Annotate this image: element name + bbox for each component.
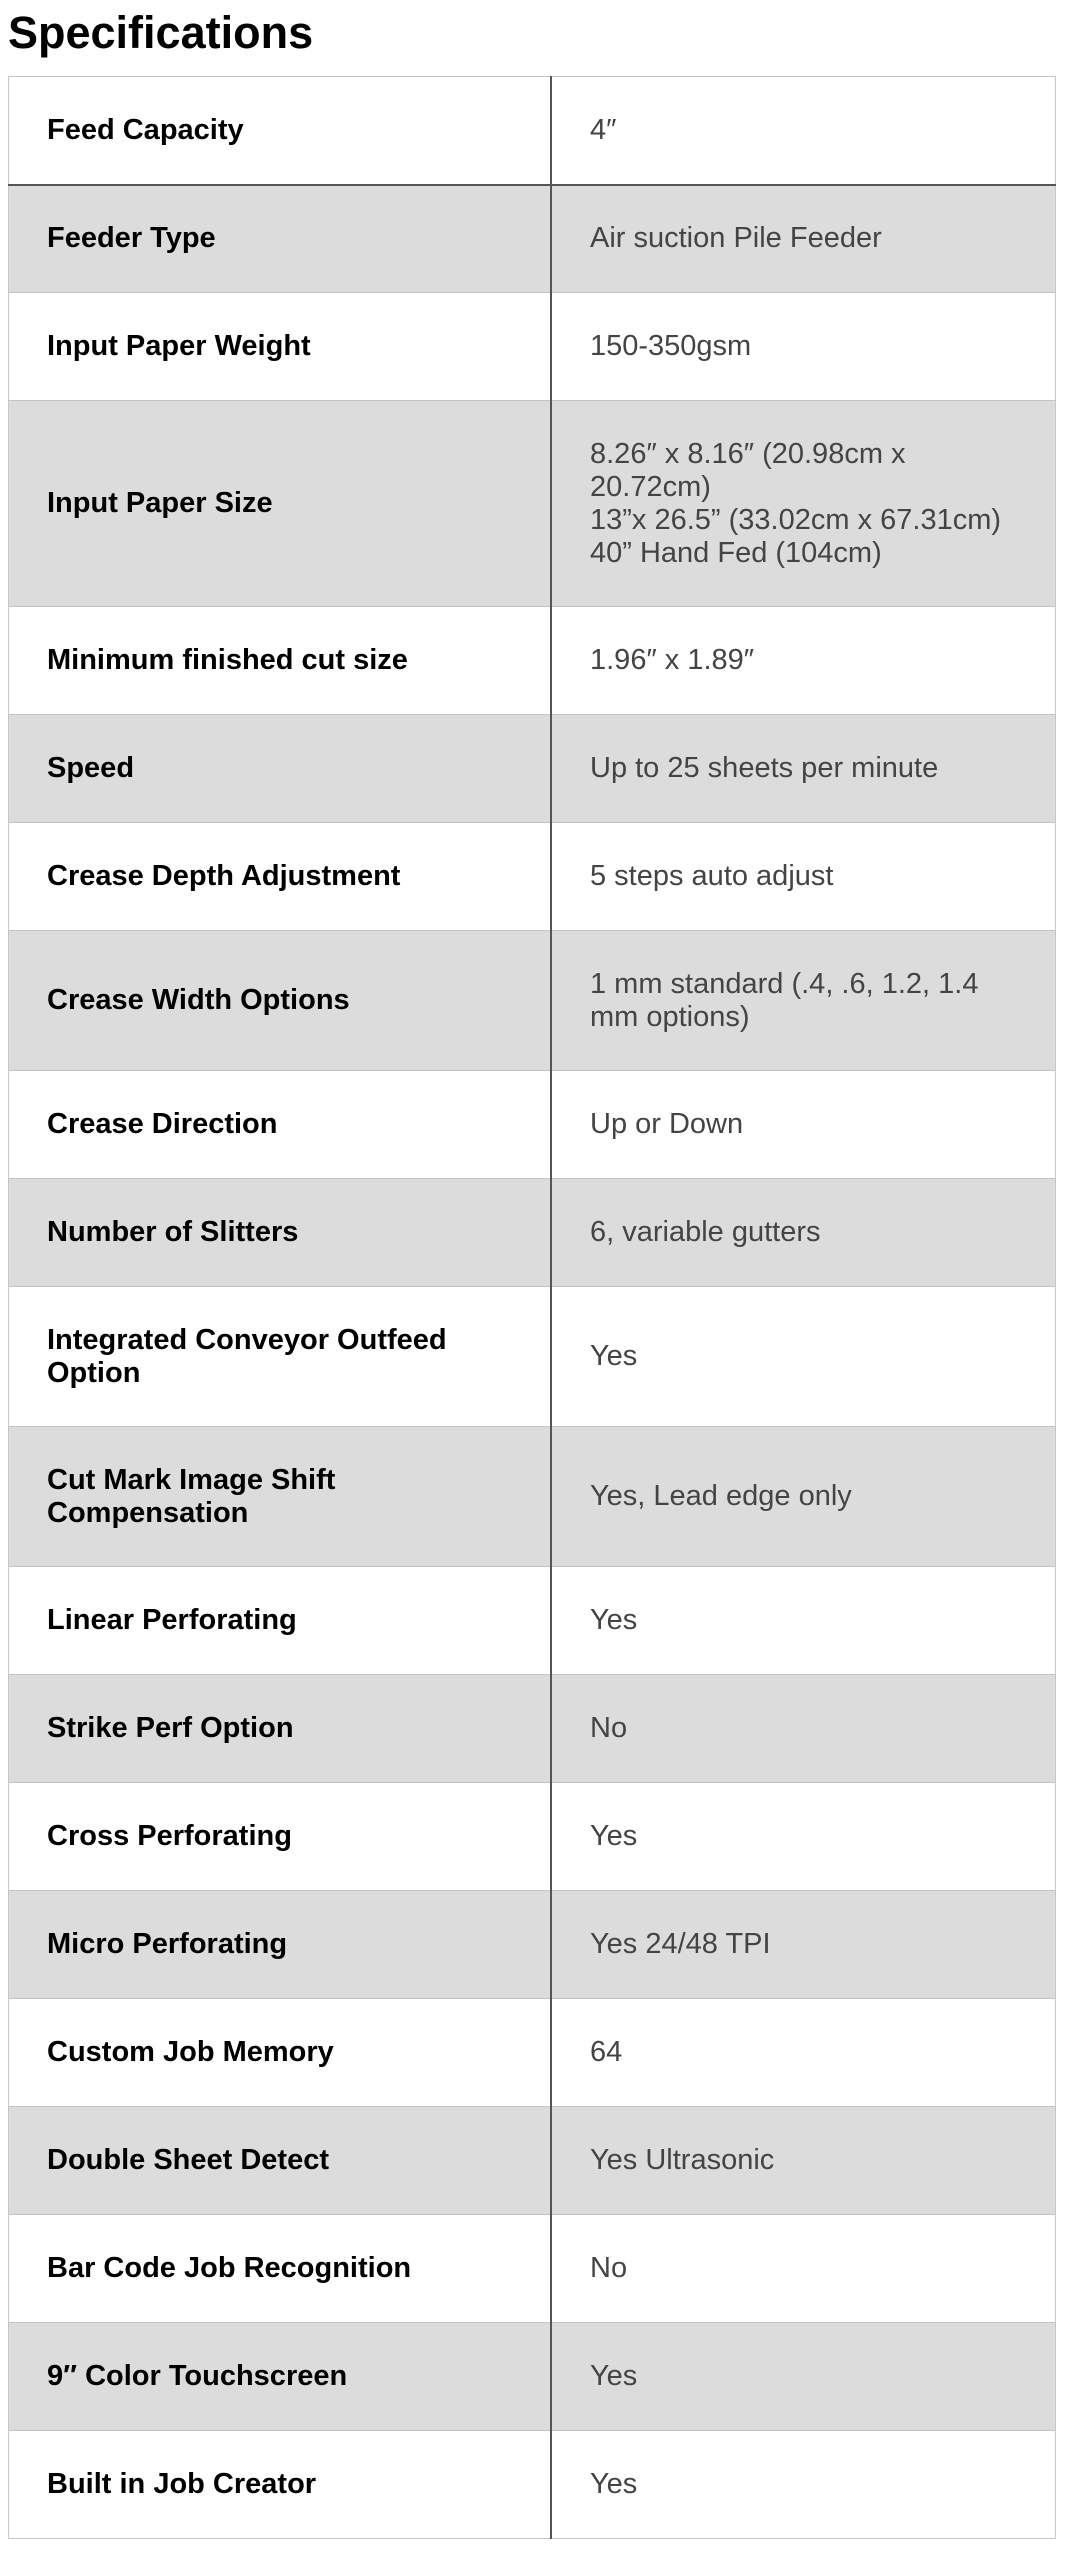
table-row xyxy=(9,77,1056,185)
table-row xyxy=(9,293,1056,401)
spec-value-line: No xyxy=(590,2252,628,2284)
spec-label: Cross Perforating xyxy=(9,1783,552,1891)
table-row xyxy=(9,2215,1056,2323)
table-row xyxy=(9,2431,1056,2539)
table-row xyxy=(9,1675,1056,1783)
spec-value-line: 1 mm standard (.4, .6, 1.2, 1.4 xyxy=(590,967,979,1000)
spec-value xyxy=(551,1675,1056,1783)
spec-label: Cut Mark Image Shift Compensation xyxy=(9,1427,552,1567)
spec-value xyxy=(551,931,1056,1071)
spec-value xyxy=(551,2323,1056,2431)
spec-label: Double Sheet Detect xyxy=(9,2107,552,2215)
spec-value-line: 6, variable gutters xyxy=(590,1216,821,1248)
spec-value xyxy=(551,1427,1056,1567)
spec-value-line: mm options) xyxy=(590,1000,750,1033)
table-row xyxy=(9,607,1056,715)
spec-value xyxy=(551,293,1056,401)
spec-label: Input Paper Weight xyxy=(9,293,552,401)
spec-label: Number of Slitters xyxy=(9,1179,552,1287)
table-row xyxy=(9,823,1056,931)
spec-value-line: 4″ xyxy=(590,113,617,146)
spec-value-line: Yes, Lead edge only xyxy=(590,1480,852,1512)
spec-value-line: 1.96″ x 1.89″ xyxy=(590,644,755,676)
table-row xyxy=(9,1287,1056,1427)
spec-value xyxy=(551,77,1056,185)
spec-value xyxy=(551,1287,1056,1427)
spec-label: Custom Job Memory xyxy=(9,1999,552,2107)
spec-value xyxy=(551,1179,1056,1287)
spec-label: Built in Job Creator xyxy=(9,2431,552,2539)
spec-value xyxy=(551,1071,1056,1179)
spec-value-line: 40” Hand Fed (104cm) xyxy=(590,536,882,569)
spec-label: Input Paper Size xyxy=(9,401,552,607)
spec-label: Feeder Type xyxy=(9,185,552,293)
table-row xyxy=(9,1567,1056,1675)
spec-value xyxy=(551,607,1056,715)
spec-value-line: Yes xyxy=(590,2468,638,2500)
table-row xyxy=(9,401,1056,607)
spec-value-line: Yes Ultrasonic xyxy=(590,2144,775,2176)
spec-label: Crease Depth Adjustment xyxy=(9,823,552,931)
spec-value-line: Yes xyxy=(590,2360,638,2392)
spec-label: Strike Perf Option xyxy=(9,1675,552,1783)
spec-label: Minimum finished cut size xyxy=(9,607,552,715)
table-row xyxy=(9,931,1056,1071)
spec-value xyxy=(551,2431,1056,2539)
spec-value-line: Air suction Pile Feeder xyxy=(590,222,882,255)
spec-value xyxy=(551,1891,1056,1999)
spec-label: Crease Direction xyxy=(9,1071,552,1179)
table-row xyxy=(9,1071,1056,1179)
spec-value-line: Yes xyxy=(590,1340,638,1372)
table-row xyxy=(9,2107,1056,2215)
spec-value xyxy=(551,2107,1056,2215)
spec-value-line: Up or Down xyxy=(590,1108,744,1140)
table-row xyxy=(9,2323,1056,2431)
spec-value xyxy=(551,1783,1056,1891)
spec-label: Linear Perforating xyxy=(9,1567,552,1675)
spec-value xyxy=(551,1999,1056,2107)
spec-label: Speed xyxy=(9,715,552,823)
spec-value-line: 13”x 26.5” (33.02cm x 67.31cm) xyxy=(590,503,1002,536)
table-row xyxy=(9,1427,1056,1567)
spec-value-line: Up to 25 sheets per minute xyxy=(590,752,939,784)
spec-value xyxy=(551,823,1056,931)
spec-value-line: 150-350gsm xyxy=(590,330,752,362)
table-row xyxy=(9,1999,1056,2107)
spec-label: Integrated Conveyor Outfeed Option xyxy=(9,1287,552,1427)
spec-value-line: 8.26″ x 8.16″ (20.98cm x xyxy=(590,437,906,470)
page-title: Specifications xyxy=(8,7,314,58)
spec-label: Micro Perforating xyxy=(9,1891,552,1999)
spec-value-line: 64 xyxy=(590,2036,623,2068)
spec-value-line: Yes xyxy=(590,1820,638,1852)
spec-label: Feed Capacity xyxy=(9,77,552,185)
table-row xyxy=(9,1179,1056,1287)
spec-label: Bar Code Job Recognition xyxy=(9,2215,552,2323)
table-row xyxy=(9,185,1056,293)
spec-value xyxy=(551,715,1056,823)
specifications-table xyxy=(8,76,1056,2539)
spec-value-line: 5 steps auto adjust xyxy=(590,860,834,892)
spec-label: 9″ Color Touchscreen xyxy=(9,2323,552,2431)
spec-value-line: Yes xyxy=(590,1604,638,1636)
spec-value xyxy=(551,1567,1056,1675)
table-row xyxy=(9,715,1056,823)
spec-value xyxy=(551,401,1056,607)
spec-value-line: No xyxy=(590,1712,628,1744)
spec-label: Crease Width Options xyxy=(9,931,552,1071)
spec-value-line: Yes 24/48 TPI xyxy=(590,1928,771,1960)
spec-value xyxy=(551,185,1056,293)
spec-value xyxy=(551,2215,1056,2323)
table-row xyxy=(9,1891,1056,1999)
specifications-table-body xyxy=(9,77,1056,2539)
table-row xyxy=(9,1783,1056,1891)
spec-value-line: 20.72cm) xyxy=(590,470,711,503)
